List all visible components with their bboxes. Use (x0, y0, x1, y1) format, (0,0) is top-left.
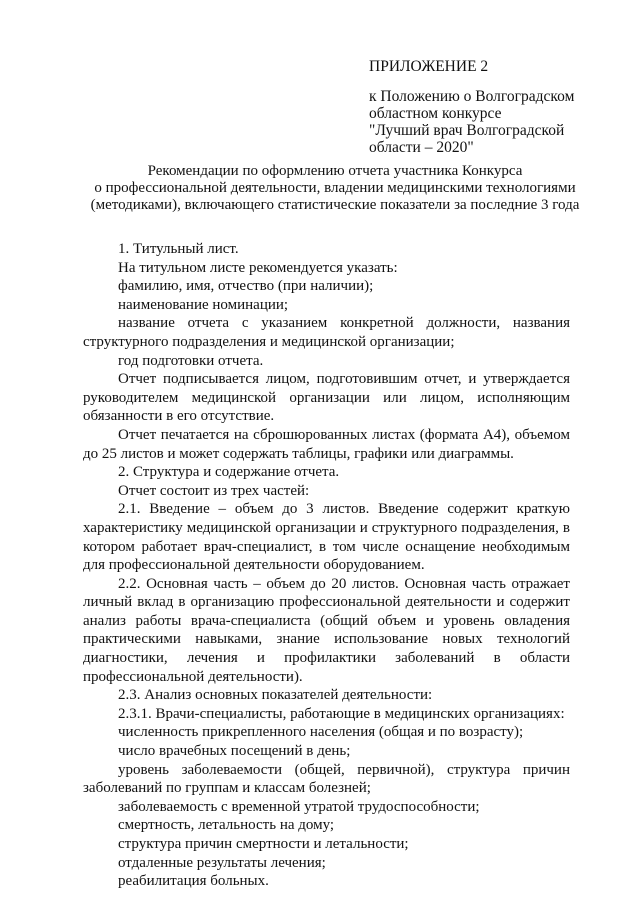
list-item: название отчета с указанием конкретной должности, названия структурного подразделения и медицинской организации; (83, 315, 570, 350)
appendix-line: к Положению о Волгоградском (369, 88, 575, 105)
list-item: структура причин смертности и летальности; (118, 836, 409, 852)
appendix-line: "Лучший врач Волгоградской (369, 122, 565, 139)
title-line: (методиками), включающего статистические показатели за последние 3 года (90, 197, 580, 213)
list-item: наименование номинации; (118, 296, 289, 313)
document-body (83, 240, 570, 891)
paragraph: 2.3.1. Врачи-специалисты, работающие в медицинских организациях: (118, 705, 565, 722)
paragraph: На титульном листе рекомендуется указать: (118, 259, 398, 276)
appendix-title: ПРИЛОЖЕНИЕ 2 (369, 58, 489, 75)
list-item: реабилитация больных. (118, 873, 269, 890)
recommendations-title (70, 163, 600, 214)
list-item: уровень заболеваемости (общей, первичной), структура причин заболеваний по группам и классам болезней; (83, 761, 570, 797)
paragraph: Отчет подписывается лицом, подготовившим отчет, и утверждается руководителем медицинской организации или лицом, исполняющим обязанности в его отсутствие. (83, 371, 570, 425)
list-item: смертность, летальность на дому; (118, 817, 335, 834)
section-heading: 2.3. Анализ основных показателей деятельности: (118, 687, 433, 704)
appendix-line: области – 2020" (369, 139, 474, 156)
section-heading: 1. Титульный лист. (118, 241, 239, 257)
list-item: численность прикрепленного населения (общая и по возрасту); (118, 724, 524, 741)
list-item: год подготовки отчета. (118, 352, 264, 369)
paragraph: 2.1. Введение – объем до 3 листов. Введение содержит краткую характеристику медицинской организации и структурного подразделения, в котором работает врач-специалист, в том числе оснащение необходимым для профессиональной деятельности оборудованием. (83, 501, 570, 574)
title-line: Рекомендации по оформлению отчета участника Конкурса (147, 163, 523, 179)
section-heading: 2. Структура и содержание отчета. (118, 464, 340, 481)
appendix-header (369, 58, 619, 156)
list-item: отдаленные результаты лечения; (118, 854, 326, 871)
paragraph: Отчет состоит из трех частей: (118, 482, 310, 499)
appendix-line: областном конкурсе (369, 105, 502, 122)
list-item: число врачебных посещений в день; (118, 743, 351, 760)
title-line: о профессиональной деятельности, владении медицинскими технологиями (94, 180, 576, 196)
paragraph: Отчет печатается на сброшюрованных листах (формата А4), объемом до 25 листов и может содержать таблицы, графики или диаграммы. (83, 426, 570, 462)
list-item: заболеваемость с временной утратой трудоспособности; (118, 798, 480, 815)
list-item: фамилию, имя, отчество (при наличии); (118, 278, 374, 295)
paragraph: 2.2. Основная часть – объем до 20 листов. Основная часть отражает личный вклад в организацию профессиональной деятельности и содержит анализ работы врача-специалиста (общий объем и уровень овладения практическими навыками, знание использование новых технологий диагностики, лечения и профилактики заболеваний в области профессиональной деятельности). (83, 575, 570, 685)
